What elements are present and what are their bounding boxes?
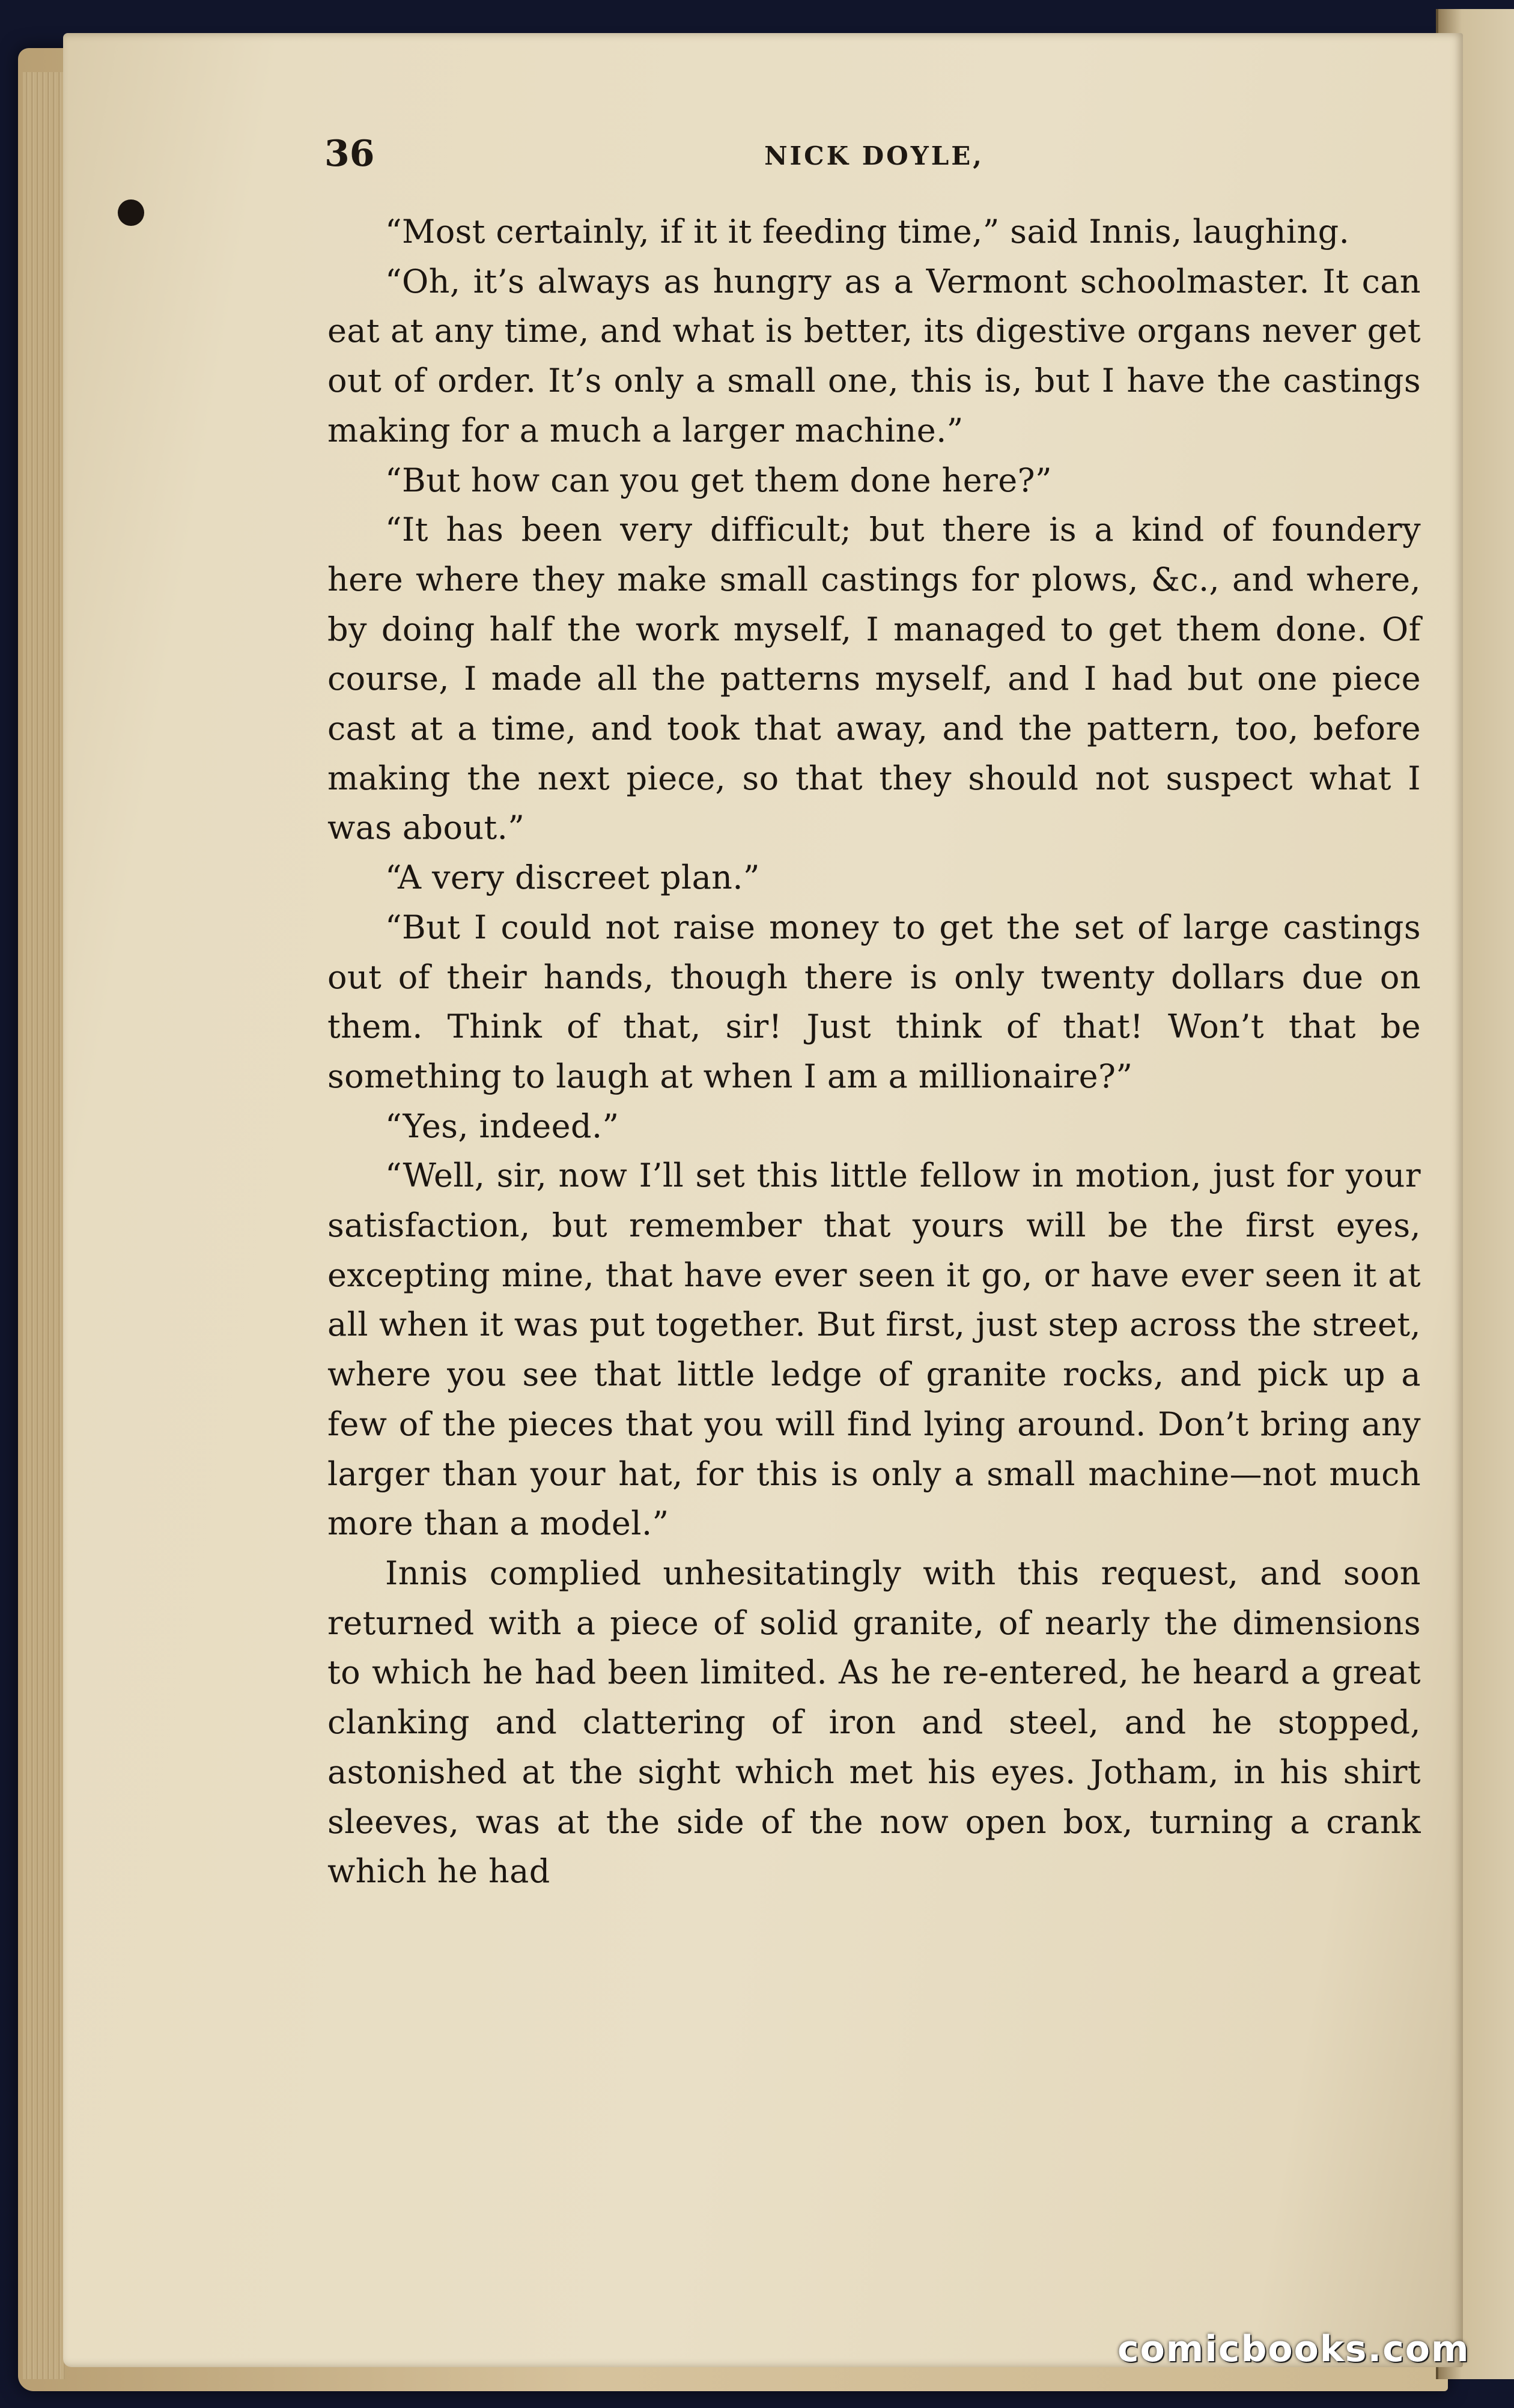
paragraph: “It has been very difficult; but there is a kind of foundery here where they make small castings for plows, &c., and where, by doing half the work myself, I managed to get them done. Of course, I made all the patterns myself, and I had but one piece cast at a time, and took that away, and the pattern, too, before making the next piece, so that they should not suspect what I was about.” [327,511,1421,847]
paragraph: “But I could not raise money to get the set of large castings out of their hands, though there is only twenty dollars due on them. Think of that, sir! Just think of that! Won’t that be something to laugh at when I am a millionaire?” [327,908,1421,1095]
paragraph: “Most certainly, if it it feeding time,” said Innis, laughing. [385,213,1350,251]
page-edges [23,72,65,2379]
paragraph: “A very discreet plan.” [385,859,760,897]
watermark: comicbooks.com [1117,2328,1470,2370]
paragraph: “Well, sir, now I’ll set this little fellow in motion, just for your satisfaction, but remember that yours will be the first eyes, excepting mine, that have ever seen it go, or have ever seen it at all when it was put together. But first, just step across the street, where you see that little ledge of granite rocks, and pick up a few of the pieces that you will find lying around. Don’t bring any larger than your hat, for this is only a small machine—not much more than a model.” [327,1157,1421,1543]
paragraph: “But how can you get them done here?” [385,461,1052,499]
page-header [324,129,1424,177]
paragraph: Innis complied unhesitatingly with this request, and soon returned with a piece of solid granite, of nearly the dimensions to which he had been limited. As he re-entered, he heard a great clanking and clattering of iron and steel, and he stopped, astonished at the sight which met his eyes. Jotham, in his shirt sleeves, was at the side of the now open box, turning a crank which he had [327,1554,1421,1891]
body-text [327,207,1421,1897]
binding-hole [118,199,144,226]
paragraph: “Oh, it’s always as hungry as a Vermont schoolmaster. It can eat at any time, and what is better, its digestive organs never get out of order. It’s only a small one, this is, but I have the castings making for a much a larger machine.” [327,262,1421,449]
paragraph: “Yes, indeed.” [385,1107,619,1145]
running-title: NICK DOYLE, [764,141,984,171]
page-number: 36 [324,133,375,175]
